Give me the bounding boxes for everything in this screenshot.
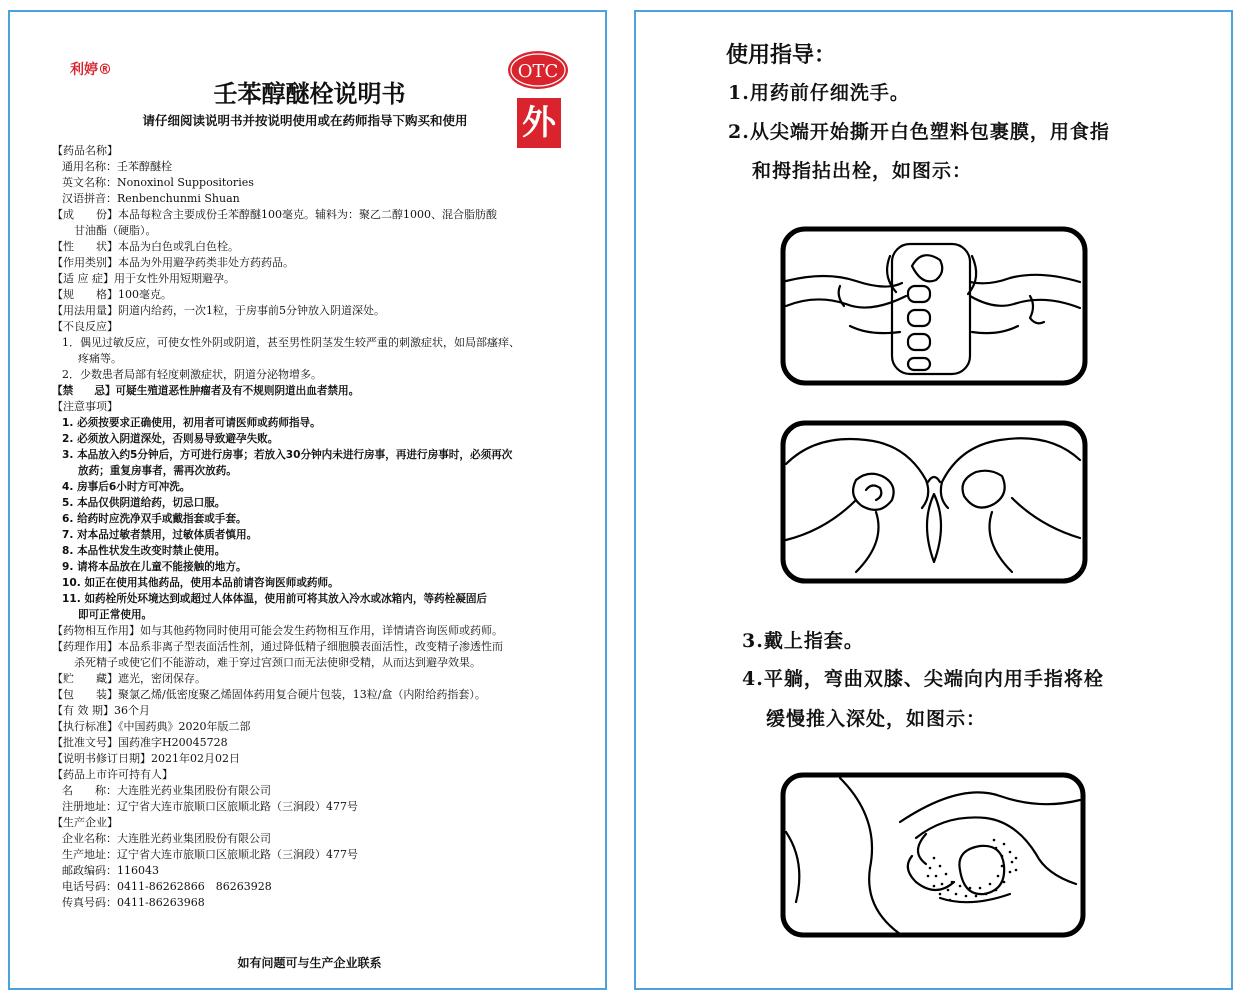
leaflet-line: 通用名称：壬苯醇醚栓 (62, 160, 172, 173)
leaflet-line: 汉语拼音：Renbenchunmi Shuan (62, 192, 240, 205)
leaflet-line: 【作用类别】本品为外用避孕药类非处方药药品。 (52, 256, 294, 269)
leaflet-body (52, 143, 597, 911)
illustration-insert-suppository (780, 772, 1086, 938)
leaflet-line: 【规 格】100毫克。 (52, 288, 172, 301)
leaflet-line: 10. 如正在使用其他药品，使用本品前请咨询医师或药师。 (62, 577, 339, 589)
leaflet-line: 【贮 藏】遮光，密闭保存。 (52, 672, 206, 685)
external-use-badge: 外 (517, 98, 561, 148)
leaflet-line: 1. 必须按要求正确使用，初用者可请医师或药师指导。 (62, 417, 321, 429)
leaflet-line: 【说明书修订日期】2021年02月02日 (52, 752, 240, 765)
leaflet-line: 【药物相互作用】如与其他药物同时使用可能会发生药物相互作用，详情请咨询医师或药师。 (52, 624, 503, 637)
leaflet-line: 【执行标准】《中国药典》2020年版二部 (52, 720, 251, 733)
leaflet-line: 电话号码：0411-86262866 86263928 (62, 880, 272, 893)
leaflet-line: 6. 给药时应洗净双手或戴指套或手套。 (62, 513, 247, 525)
leaflet-line: 【生产企业】 (52, 816, 118, 829)
step-4-text-cont: 缓慢推入深处，如图示： (766, 708, 987, 730)
leaflet-line: 疼痛等。 (78, 352, 122, 365)
brand-logo: 利婷® (70, 62, 112, 78)
leaflet-line: 名 称：大连胜光药业集团股份有限公司 (62, 784, 271, 797)
leaflet-line: 【药品名称】 (52, 144, 118, 157)
step-2-text: 2.从尖端开始撕开白色塑料包裹膜，用食指 (728, 121, 1110, 143)
leaflet-line: 生产地址：辽宁省大连市旅顺口区旅顺北路（三涧段）477号 (62, 848, 358, 861)
leaflet-line: 3. 本品放入约5分钟后，方可进行房事；若放入30分钟内未进行房事，再进行房事时，必须再次 (62, 449, 513, 461)
leaflet-line: 甘油酯（硬脂）。 (74, 224, 157, 237)
step-2-text-cont: 和拇指拈出栓，如图示： (752, 160, 973, 182)
leaflet-line: 4. 房事后6小时方可冲洗。 (62, 481, 191, 493)
leaflet-line: 2. 必须放入阴道深处，否则易导致避孕失败。 (62, 433, 279, 445)
leaflet-line: 邮政编码：116043 (62, 864, 159, 877)
step-3-text: 3.戴上指套。 (742, 630, 864, 652)
leaflet-line: 【适 应 症】用于女性外用短期避孕。 (52, 272, 235, 285)
step-1-text: 1.用药前仔细洗手。 (728, 82, 910, 104)
instruction-leaflet-panel (8, 10, 607, 990)
otc-badge (507, 50, 569, 90)
leaflet-line: 【有 效 期】36个月 (52, 704, 150, 717)
leaflet-line: 【注意事项】 (52, 400, 118, 413)
leaflet-line: 7. 对本品过敏者禁用，过敏体质者慎用。 (62, 529, 258, 541)
illustration-peel-wrapper (780, 226, 1088, 386)
illustration-take-out-suppository (780, 420, 1088, 584)
leaflet-line: 放药；重复房事者，需再次放药。 (78, 465, 237, 477)
leaflet-line: 英文名称：Nonoxinol Suppositories (62, 176, 254, 189)
leaflet-line: 11. 如药栓所处环境达到或超过人体体温，使用前可将其放入冷水或冰箱内，等药栓凝固后 (62, 593, 488, 605)
leaflet-line: 杀死精子或使它们不能游动，难于穿过宫颈口而无法使卵受精，从而达到避孕效果。 (74, 656, 481, 669)
document-title: 壬苯醇醚栓说明书 (213, 80, 406, 108)
leaflet-line: 1．偶见过敏反应，可使女性外阴或阴道，甚至男性阴茎发生较严重的刺激症状，如局部瘙痒、 (62, 336, 520, 349)
leaflet-line: 5. 本品仅供阴道给药，切忌口服。 (62, 497, 226, 509)
leaflet-line: 8. 本品性状发生改变时禁止使用。 (62, 545, 226, 557)
leaflet-line: 9. 请将本品放在儿童不能接触的地方。 (62, 561, 247, 573)
step-4-text: 4.平躺，弯曲双膝、尖端向内用手指将栓 (742, 668, 1104, 690)
leaflet-line: 【包 装】聚氯乙烯/低密度聚乙烯固体药用复合硬片包装，13粒/盒（内附给药指套）。 (52, 688, 486, 701)
leaflet-line: 【性 状】本品为白色或乳白色栓。 (52, 240, 239, 253)
leaflet-line: 【批准文号】国药准字H20045728 (52, 736, 228, 749)
leaflet-line: 传真号码：0411-86263968 (62, 896, 205, 909)
usage-guide-panel (634, 10, 1233, 990)
leaflet-line: 企业名称：大连胜光药业集团股份有限公司 (62, 832, 271, 845)
leaflet-line: 【禁 忌】可疑生殖道恶性肿瘤者及有不规则阴道出血者禁用。 (52, 385, 360, 397)
contact-footer: 如有问题可与生产企业联系 (237, 956, 382, 970)
leaflet-line: 注册地址：辽宁省大连市旅顺口区旅顺北路（三涧段）477号 (62, 800, 358, 813)
leaflet-line: 【用法用量】阴道内给药，一次1粒，于房事前5分钟放入阴道深处。 (52, 304, 385, 317)
document-subtitle: 请仔细阅读说明书并按说明使用或在药师指导下购买和使用 (142, 113, 468, 128)
leaflet-line: 【不良反应】 (52, 320, 118, 333)
usage-guide-title: 使用指导： (726, 43, 837, 68)
leaflet-line: 【药品上市许可持有人】 (52, 768, 173, 781)
otc-label: OTC (517, 61, 559, 82)
leaflet-line: 【成 份】本品每粒含主要成份壬苯醇醚100毫克。辅料为：聚乙二醇1000、混合脂肪酸 (52, 208, 497, 221)
leaflet-line: 【药理作用】本品系非离子型表面活性剂，通过降低精子细胞膜表面活性，改变精子渗透性而 (52, 640, 503, 653)
leaflet-line: 2．少数患者局部有轻度刺激症状，阴道分泌物增多。 (62, 368, 322, 381)
leaflet-line: 即可正常使用。 (78, 609, 153, 621)
